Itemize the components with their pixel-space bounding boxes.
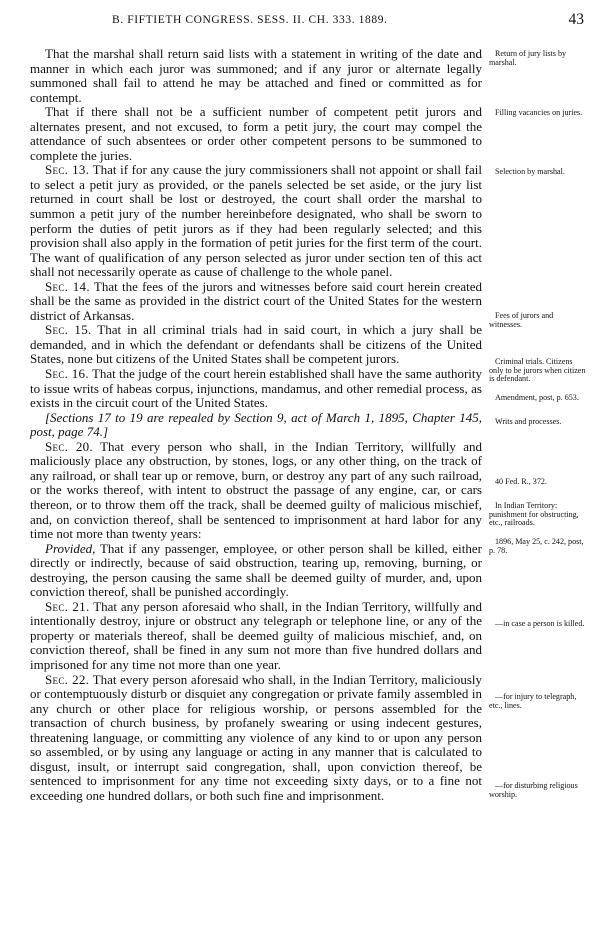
margin-note-writs: Writs and processes. bbox=[495, 417, 562, 426]
body-text bbox=[30, 47, 482, 803]
section-13 bbox=[30, 163, 482, 279]
section-16 bbox=[30, 367, 482, 411]
margin-note-selection: Selection by marshal. bbox=[495, 167, 565, 176]
section-20-text: That every person who shall, in the Indian Territory, willfully and maliciously place any obstruction, by stones, logs, or any other thing, on the track of any railroad, or shall tear up or remove, burn, or destroy any part of any such railroad, or the works thereof, with intent to obstruct the passage of any engine, car, or cars thereon, or to throw them off the track, shall be deemed guilty of malicious mischief, and, on conviction thereof, shall be sentenced to imprisonment at hard labor for any time not more than twenty years: bbox=[30, 438, 482, 542]
margin-note-killed: —in case a person is killed. bbox=[495, 619, 585, 628]
paragraph-filling-vacancies: That if there shall not be a sufficient number of competent petit jurors and alternates present, and not excused, to form a petit jury, the court may compel the attendance of such absentees or order other competent persons to be summoned to complete the juries. bbox=[30, 104, 482, 163]
proviso-text: That if any passenger, employee, or other person shall be killed, either directly or indirectly, because of said obstruction, tearing up, removing, burning, or destroying, the person causing the same shall be deemed guilty of murder, and, upon conviction thereof, shall be punished accordingly. bbox=[30, 540, 483, 600]
margin-note-filling-vacancies: Filling vacancies on juries. bbox=[495, 108, 583, 117]
section-21-text: That any person aforesaid who shall, in the Indian Territory, willfully and intentionally destroy, injure or obstruct any telegraph or telephone line, or any of the property or materials thereof, shall be deemed guilty of malicious mischief, and, on conviction thereof, shall be fined in any sum not more than five hundred dollars and imprisoned for any time not more than one year. bbox=[30, 598, 482, 672]
section-14-text: That the fees of the jurors and witnesses before said court herein created shall be the same as provided in the district court of the United States for the western district of Arkansas. bbox=[30, 278, 483, 323]
repeal-note: [Sections 17 to 19 are repealed by Section 9, act of March 1, 1895, Chapter 145, post, page 74.] bbox=[30, 409, 482, 440]
margin-note-indian-territory: In Indian Territory: punishment for obstructing, etc., railroads. bbox=[489, 501, 579, 528]
margin-note-worship: —for disturbing religious worship. bbox=[489, 781, 578, 799]
paragraph-return-lists: That the marshal shall return said lists with a statement in writing of the date and manner in which each juror was summoned; and if any juror or alternate legally summoned shall fail to attend he may be attached and fined or committed as for contempt. bbox=[30, 46, 482, 105]
section-13-text: That if for any cause the jury commissioners shall not appoint or shall fail to select a petit jury as provided, or the panels selected be set aside, or the jury list returned in court shall be lost or destroyed, the court shall order the marshal to summon a petit jury of the number hereinbefore designated, who shall be sworn to perform the duties of petit jurors as if they had been regularly selected; and this provision shall also apply in the formation of petit juries for the first term of the court. The want of qualification of any person selected as juror under section ten of this act shall not necessarily operate as cause of challenge to the whole panel. bbox=[30, 162, 482, 280]
section-22 bbox=[30, 673, 482, 804]
section-14-label: Sec. 14. bbox=[45, 278, 90, 294]
section-15-label: Sec. 15. bbox=[45, 322, 92, 338]
section-15 bbox=[30, 323, 482, 367]
section-20-label: Sec. 20. bbox=[45, 438, 93, 454]
section-21-label: Sec. 21. bbox=[45, 598, 90, 614]
section-15-text: That in all criminal trials had in said court, in which a jury shall be demanded, and in which the defendant or defendants shall be citizens of the United States, none but citizens of the United States shall be competent jurors. bbox=[30, 322, 482, 367]
section-14 bbox=[30, 280, 482, 324]
section-22-text: That every person aforesaid who shall, in the Indian Territory, maliciously or contemptuously disturb or disquiet any congregation or private family assembled in any church or other place for religious worship, or persons assembled for the transaction of church business, by profanely swearing or using indecent gestures, threatening language, or committing any violence of any kind to or upon any person so assembled, or by using any language or acting in any manner that is calculated to disgust, insult, or interrupt said congregation, shall, upon conviction thereof, be sentenced to imprisonment for any time not exceeding sixty days, or to a fine not exceeding one hundred dollars, or both such fine and imprisonment. bbox=[30, 671, 483, 803]
page-number: 43 bbox=[568, 11, 584, 28]
section-16-label: Sec. 16. bbox=[45, 366, 89, 382]
margin-note-fees: Fees of jurors and witnesses. bbox=[489, 311, 554, 329]
section-21 bbox=[30, 600, 482, 673]
section-13-label: Sec. 13. bbox=[45, 162, 90, 178]
margin-note-criminal-trials: Criminal trials. Citizens only to be jurors when citizen is defendant. bbox=[489, 357, 586, 384]
margin-note-telegraph: —for injury to telegraph, etc., lines. bbox=[489, 692, 577, 710]
section-22-label: Sec. 22. bbox=[45, 671, 90, 687]
running-head: B. FIFTIETH CONGRESS. SESS. II. CH. 333. 1889. bbox=[112, 14, 388, 26]
margin-note-fed-r: 40 Fed. R., 372. bbox=[495, 477, 547, 486]
margin-note-statute-ref: 1896, May 25, c. 242, post, p. 78. bbox=[489, 537, 584, 555]
margin-note-amendment: Amendment, post, p. 653. bbox=[495, 393, 579, 402]
section-16-text: That the judge of the court herein established shall have the same authority to issue writs of habeas corpus, injunctions, mandamus, and other remedial process, as exists in the circuit court of the United States. bbox=[30, 366, 482, 411]
proviso-label: Provided, bbox=[45, 540, 96, 556]
section-20 bbox=[30, 440, 482, 542]
margin-note-return-lists: Return of jury lists by marshal. bbox=[489, 49, 567, 67]
proviso bbox=[30, 542, 482, 600]
